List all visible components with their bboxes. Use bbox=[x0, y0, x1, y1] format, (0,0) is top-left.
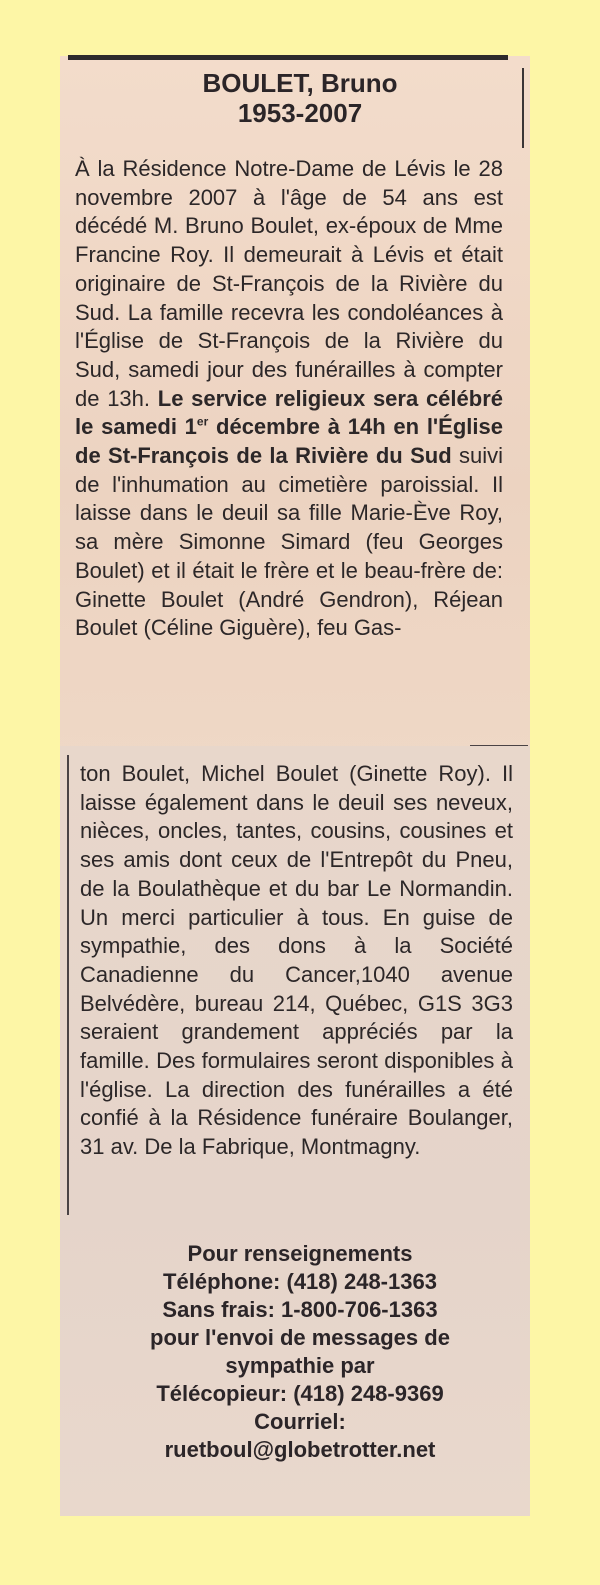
notice-text-lower: ton Boulet, Michel Boulet (Ginette Roy). Il laisse également dans le deuil ses neveux, nièces, oncles, tantes, cousins, cousines et ses amis dont ceux de l'Entrepôt du Pneu, de la Boulathèque et du bar Le Normandin. Un merci particulier à tous. En guise de sympathie, des dons à la Société Canadienne du Cancer,1040 avenue Belvédère, bureau 214, Québec, G1S 3G3 seraient grandement appréciés par la famille. Des formulaires seront disponibles à l'église. La direction des funérailles a été confié à la Résidence funéraire Boulanger, 31 av. De la Fabrique, Montmagny. bbox=[80, 761, 513, 1160]
top-rule bbox=[68, 55, 508, 60]
text-intro: À la Résidence Notre-Dame de Lévis le 28 novembre 2007 à l'âge de 54 ans est décédé M. Bruno Boulet, ex-époux de Mme Francine Roy. Il demeurait à Lévis et était originaire de St-François de la Rivière du Sud. La famille recevra les condoléances à l'Église de St-François de la Rivière du Sud, samedi jour des funérailles à compter de 13h. bbox=[75, 156, 503, 411]
clipping-seam bbox=[470, 745, 528, 746]
toll-free: Sans frais: 1-800-706-1363 bbox=[162, 1297, 438, 1322]
email-address: ruetboul@globetrotter.net bbox=[164, 1437, 436, 1462]
notice-header bbox=[70, 68, 530, 128]
text-survivors: suivi de l'inhumation au cimetière paroissial. Il laisse dans le deuil sa fille Marie-Ève Roy, sa mère Simonne Simard (feu Georges Boulet) et il était le frère et le beau-frère de: Ginette Boulet (André Gendron), Réjean Boulet (Céline Giguère), feu Gas- bbox=[75, 443, 504, 641]
life-years: 1953-2007 bbox=[237, 98, 363, 128]
contact-heading: Pour renseignements bbox=[187, 1241, 413, 1266]
ordinal-superscript: er bbox=[196, 415, 209, 429]
service-text-a: Le service religieux sera célébré le samedi 1 bbox=[75, 385, 503, 440]
service-text-b: décembre à 14h en l'Église de St-François de la Rivière du Sud bbox=[75, 414, 503, 469]
column-divider bbox=[67, 755, 69, 1215]
deceased-name: BOULET, Bruno bbox=[202, 68, 398, 98]
telephone: Téléphone: (418) 248-1363 bbox=[163, 1269, 437, 1294]
notice-text-upper bbox=[75, 155, 503, 643]
email-label: Courriel: bbox=[254, 1409, 346, 1434]
messages-line-2: sympathie par bbox=[225, 1353, 375, 1378]
contact-info bbox=[70, 1240, 530, 1464]
fax: Télécopieur: (418) 248-9369 bbox=[156, 1381, 444, 1406]
messages-line-1: pour l'envoi de messages de bbox=[150, 1325, 450, 1350]
